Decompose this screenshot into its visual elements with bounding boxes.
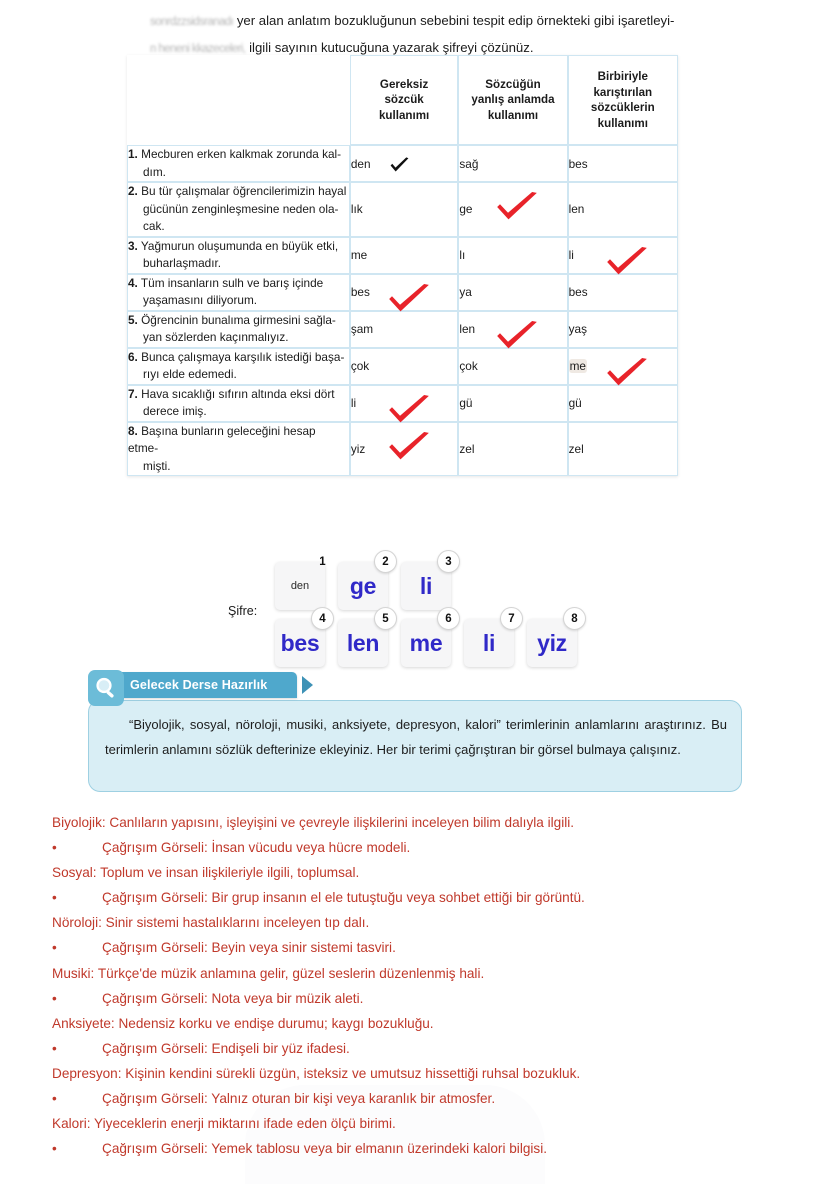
bullet-icon: • [52,840,57,856]
bullet-icon: • [52,940,57,956]
header-line: sözcüklerin [590,101,655,114]
answer-text: Çağrışım Görseli: Nota veya bir müzik aleti. [102,990,364,1006]
cipher-value: den [290,580,310,592]
statement-line: Hava sıcaklığı sıfırın altında eksi dört [141,386,335,401]
cipher-box-6[interactable] [401,612,452,667]
statement-cell [127,311,350,348]
syllable-text: yaş [568,322,587,336]
cipher-box-5[interactable] [338,612,389,667]
syllable-text: len [568,202,585,217]
option-cell-1[interactable] [350,145,459,182]
table-row [127,237,678,274]
statement-line: buharlaşmadır. [143,256,222,270]
cipher-number: 2 [374,550,397,573]
cipher-value: li [482,629,496,656]
bullet-icon: • [52,1040,57,1056]
answer-bullet-line [52,986,752,1011]
option-cell-3[interactable] [568,348,678,385]
option-cell-2[interactable] [458,145,567,182]
statement-line: rıyı elde edemedi. [143,367,237,381]
cipher-number: 6 [437,607,460,630]
checkmark-icon [389,157,410,174]
statement-cell [127,385,350,422]
header-line: Birbiriyle [597,70,648,83]
answer-key-text [52,810,752,1161]
header-line: karıştırılan [593,85,653,99]
option-cell-3[interactable] [568,274,678,311]
table-row [127,145,678,182]
header-line: yanlış anlamda [471,93,555,107]
table-row [127,348,678,385]
cipher-box-7[interactable] [464,612,515,667]
answer-text: Nöroloji: Sinir sistemi hastalıklarını inceleyen tıp dalı. [52,915,370,931]
statement-line: gücünün zenginleşmesine neden ola- [143,201,339,216]
answer-term-line [52,810,752,835]
cipher-value: yiz [537,629,567,656]
statement-number: 2. [128,184,138,198]
table-head [127,55,678,145]
table-row [127,182,678,237]
gelecek-derse-hazirlik-label: Gelecek Derse Hazırlık [130,678,268,692]
syllable-text: den [350,156,371,171]
sifre-label: Şifre: [228,604,258,618]
statement-cell [127,274,350,311]
syllable-text: li [568,248,574,262]
statement-line: Bu tür çalışmalar öğrencilerimizin hayal [141,184,347,198]
option-cell-1[interactable] [350,237,459,274]
option-cell-1[interactable] [350,182,459,237]
option-cell-1[interactable] [350,422,459,477]
instruction-line-2-text: ilgili sayının kutucuğuna yazarak şifreyi çözünüz. [249,40,534,55]
cipher-value: me [409,629,443,656]
bullet-icon: • [52,990,57,1006]
syllable-text: bes [568,285,588,299]
cipher-number: 7 [500,607,523,630]
syllable-text: bes [568,156,588,171]
syllable-text: sağ [459,156,479,171]
answer-term-line [52,1011,752,1036]
answer-text: Kalori: Yiyeceklerin enerji miktarını ifade eden ölçü birimi. [52,1116,396,1132]
option-cell-2[interactable] [458,237,567,274]
cipher-box-3[interactable] [401,555,452,610]
answer-text: Musiki: Türkçe'de müzik anlamına gelir, güzel seslerin düzenlenmiş hali. [52,965,485,981]
answer-term-line [52,1111,752,1136]
statement-line: dım. [143,164,166,179]
magnifier-icon [88,670,124,706]
option-cell-3[interactable] [568,145,678,182]
statement-number: 7. [128,386,138,401]
option-cell-1[interactable] [350,348,459,385]
cipher-row-2 [275,612,578,667]
cipher-box-1[interactable] [275,555,326,610]
prep-text-line-1: “Biyolojik, sosyal, nöroloji, musiki, anksiyete, depresyon, kalori” terimlerinin anlamlarını [129,717,640,732]
table-row [127,311,678,348]
syllable-text: bes [350,285,370,299]
syllable-text: şam [350,322,374,336]
statement-line: Mecburen erken kalkmak zorunda kal- [141,147,342,161]
cipher-number: 3 [437,550,460,573]
cipher-boxes [275,555,578,667]
bullet-icon: • [52,1091,57,1107]
answer-bullet-line [52,1136,752,1161]
syllable-text: gü [568,396,582,410]
statement-number: 8. [128,423,138,438]
statement-line: derece imiş. [143,404,207,418]
option-cell-1[interactable] [350,385,459,422]
option-cell-2[interactable] [458,348,567,385]
option-cell-1[interactable] [350,274,459,311]
checkmark-icon [385,431,433,465]
answer-term-line [52,1061,752,1086]
answer-text: Çağrışım Görseli: Endişeli bir yüz ifadesi. [102,1040,350,1056]
syllable-text: çok [350,359,370,373]
cipher-value: bes [280,629,320,656]
table-body [127,145,678,476]
exercise-table [127,55,678,476]
syllable-text: lı [459,248,466,262]
answer-bullet-line [52,1036,752,1061]
statement-number: 1. [128,147,138,161]
answer-text: Çağrışım Görseli: Bir grup insanın el ele tutuştuğu veya sohbet ettiği bir görüntü. [102,890,585,906]
prep-text-line-3: bulmaya çalışınız. [576,742,681,757]
answer-text: Çağrışım Görseli: Yemek tablosu veya bir elmanın üzerindeki kalori bilgisi. [102,1141,548,1157]
cipher-number: 8 [563,607,586,630]
statement-number: 4. [128,275,138,290]
option-cell-2[interactable] [458,422,567,477]
cipher-number: 4 [311,607,334,630]
option-cell-2[interactable] [458,182,567,237]
option-cell-3[interactable] [568,385,678,422]
answer-bullet-line [52,835,752,860]
statement-line: Bunca çalışmaya karşılık istediği başa- [141,349,345,364]
bullet-icon: • [52,890,57,906]
instruction-paragraph [150,8,710,62]
prep-text-line-2: araştırınız. Bu terimlerin anlamını sözlük defterinize ekleyiniz. Her bir terimi çağrıştıran bir görsel [105,717,727,757]
statement-line: cak. [143,219,165,233]
syllable-text: me [569,359,586,373]
syllable-text: me [350,248,368,262]
header-blank [127,55,350,145]
answer-text: Anksiyete: Nedensiz korku ve endişe durumu; kaygı bozukluğu. [52,1015,434,1031]
answer-term-line [52,860,752,885]
cipher-value: ge [349,572,377,599]
option-cell-3[interactable] [568,311,678,348]
tab-arrow-icon [302,676,313,694]
statement-line: Öğrencinin bunalıma girmesini sağla- [141,312,336,327]
checkmark-icon [493,191,541,225]
gelecek-derse-hazirlik-tab [112,672,297,698]
statement-cell [127,182,350,237]
statement-line: Başına bunların geleceğini hesap etme- [128,423,316,455]
answer-text: Çağrışım Görseli: Yalnız oturan bir kişi veya karanlık bir atmosfer. [102,1091,496,1107]
table-row [127,385,678,422]
statement-line: mişti. [143,458,171,473]
statement-cell [127,348,350,385]
syllable-text: len [459,322,476,336]
table-row [127,422,678,477]
answer-text: Çağrışım Görseli: Beyin veya sinir sistemi tasviri. [102,940,396,956]
cipher-box-8[interactable] [527,612,578,667]
header-line: kullanımı [378,108,430,122]
answer-text: Sosyal: Toplum ve insan ilişkileriyle ilgili, toplumsal. [52,865,360,881]
syllable-text: yiz [350,441,366,456]
gelecek-derse-hazirlik-text [105,712,727,762]
table-row [127,274,678,311]
answer-bullet-line [52,1086,752,1111]
syllable-text: çok [459,359,478,373]
instruction-line-1 [150,8,710,35]
answer-term-line [52,961,752,986]
statement-cell [127,145,350,182]
statement-number: 5. [128,312,138,327]
statement-line: Tüm insanların sulh ve barış içinde [140,275,324,290]
syllable-text: lık [350,202,363,217]
statement-number: 6. [128,349,138,364]
cipher-number: 1 [319,555,326,568]
statement-cell [127,237,350,274]
statement-line: Yağmurun oluşumunda en büyük etki, [140,238,339,253]
header-line: Sözcüğün [485,77,541,91]
statement-number: 3. [128,238,138,253]
syllable-text: ge [459,202,473,217]
answer-term-line [52,910,752,935]
answer-text: Depresyon: Kişinin kendini sürekli üzgün, isteksiz ve umutsuz hissettiği ruhsal bozukluk. [52,1065,581,1081]
answer-bullet-line [52,935,752,960]
header-line: Gereksiz [379,77,429,91]
redacted-text-1: sonrdzzsidsranadı [150,16,234,28]
header-line: kullanımı [597,116,648,130]
syllable-text: gü [459,396,473,410]
option-cell-3[interactable] [568,237,678,274]
syllable-text: ya [459,285,472,299]
header-line: kullanımı [487,108,539,122]
option-cell-1[interactable] [350,311,459,348]
option-cell-3[interactable] [568,422,678,477]
cipher-box-2[interactable] [338,555,389,610]
statement-cell [127,422,350,477]
statement-line: yan sözlerden kaçınmalıyız. [143,330,289,344]
answer-text: Biyolojik: Canlıların yapısını, işleyişini ve çevreyle ilişkilerini inceleyen bilim dalıyla ilgili. [52,815,575,830]
instruction-line-1-text: yer alan anlatım bozukluğunun sebebini tespit edip örnekteki gibi işaretleyi- [236,13,675,28]
answer-bullet-line [52,885,752,910]
bullet-icon: • [52,1141,57,1157]
answer-text: Çağrışım Görseli: İnsan vücudu veya hücre modeli. [102,840,411,856]
header-yanlis-anlam [458,55,567,145]
option-cell-2[interactable] [458,311,567,348]
cipher-number: 5 [374,607,397,630]
syllable-text: zel [568,441,584,456]
option-cell-3[interactable] [568,182,678,237]
redacted-text-2: n heneni kkazeceleri, [150,43,246,55]
cipher-value: len [346,629,380,656]
option-cell-2[interactable] [458,274,567,311]
statement-line: yaşamasını diliyorum. [143,293,258,307]
header-gereksiz-sozcuk [350,55,459,145]
option-cell-2[interactable] [458,385,567,422]
syllable-text: zel [459,441,475,456]
cipher-row-1 [275,555,577,610]
header-karistirilan-sozcukler [568,55,678,145]
header-line: sözcük [384,93,424,107]
cipher-value: li [419,572,433,599]
table-header-row [127,55,678,145]
cipher-box-4[interactable] [275,612,326,667]
syllable-text: li [350,396,357,410]
